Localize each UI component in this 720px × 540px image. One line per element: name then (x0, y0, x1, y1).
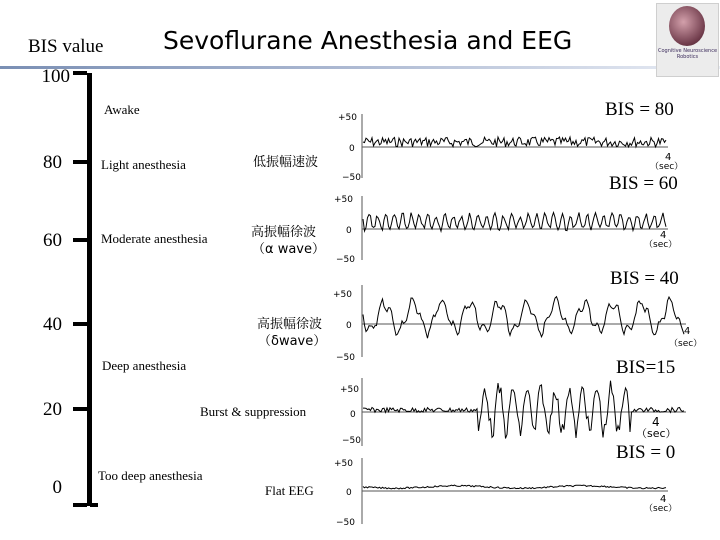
tick-label-40: 40 (43, 314, 62, 335)
amp-bottom-1: −50 (342, 173, 361, 183)
bis-label-80: BIS = 80 (605, 99, 674, 120)
eeg-trace-5 (363, 485, 666, 489)
slide-title: Sevoflurane Anesthesia and EEG (163, 26, 573, 55)
time-unit-4: （sec） (636, 427, 677, 440)
time-4-5: 4 (660, 494, 667, 505)
wave-name-4: Burst & suppression (200, 404, 307, 419)
bis-label-0: BIS = 0 (616, 442, 676, 463)
tick-mark-0 (73, 503, 87, 507)
eeg-panel-4 (330, 374, 700, 454)
eeg-trace-3 (363, 297, 684, 339)
level-too-deep: Too deep anesthesia (98, 468, 203, 483)
tick-label-0: 0 (52, 477, 62, 498)
amp-top-4: +50 (340, 385, 359, 395)
lab-logo (656, 3, 719, 77)
amp-top-2: +50 (334, 195, 353, 205)
tick-mark-80 (73, 160, 87, 164)
wave-name-2: 高振幅徐波 (251, 225, 317, 240)
tick-mark-40 (73, 322, 87, 326)
amp-zero-2: 0 (346, 226, 352, 236)
amp-zero-3: 0 (346, 321, 352, 331)
amp-zero-5: 0 (346, 488, 352, 498)
bis-label-15: BIS=15 (616, 357, 676, 378)
time-4-4: 4 (652, 415, 660, 429)
level-deep: Deep anesthesia (102, 358, 187, 373)
eeg-trace-1 (363, 137, 666, 147)
level-awake: Awake (104, 102, 140, 117)
wave-name-1: 低振幅速波 (253, 155, 319, 170)
title-divider (0, 66, 720, 69)
amp-top-3: +50 (333, 290, 352, 300)
wave-name-3: 高振幅徐波 (257, 317, 323, 332)
eeg-panel-1 (330, 108, 700, 184)
tick-mark-100 (73, 71, 87, 75)
bis-axis-title: BIS value (28, 36, 104, 57)
time-4-2: 4 (660, 230, 667, 241)
axis-foot (90, 503, 98, 507)
eeg-trace-2 (363, 213, 666, 232)
time-unit-2: （sec） (644, 240, 678, 250)
time-4-1: 4 (665, 152, 672, 163)
amp-bottom-3: −50 (336, 353, 355, 363)
amp-zero-1: 0 (349, 144, 355, 154)
amp-top-5: +50 (334, 459, 353, 469)
eeg-panel-3 (330, 283, 710, 363)
tick-label-20: 20 (43, 399, 62, 420)
tick-mark-60 (73, 238, 87, 242)
level-light: Light anesthesia (101, 157, 186, 172)
wave-name-3-sub: （δwave） (258, 334, 327, 349)
wave-name-2-sub: （α wave） (252, 242, 325, 257)
brain-head-icon (669, 6, 705, 46)
logo-text: Cognitive Neuroscience Robotics (657, 48, 718, 60)
tick-label-60: 60 (43, 230, 62, 251)
amp-bottom-4: −50 (342, 436, 361, 446)
bis-label-60: BIS = 60 (609, 173, 678, 194)
eeg-panel-2 (330, 190, 700, 266)
tick-label-100: 100 (41, 66, 70, 87)
eeg-panel-5 (330, 454, 700, 530)
time-unit-5: （sec） (644, 504, 678, 514)
amp-bottom-5: −50 (336, 518, 355, 528)
time-unit-1: （sec） (650, 162, 684, 172)
tick-mark-20 (73, 407, 87, 411)
bis-axis-line (87, 73, 92, 506)
level-moderate: Moderate anesthesia (101, 231, 208, 246)
amp-top-1: +50 (338, 113, 357, 123)
amp-zero-4: 0 (350, 410, 356, 420)
bis-label-40: BIS = 40 (610, 268, 679, 289)
time-unit-3: （sec） (669, 339, 703, 349)
wave-name-5: Flat EEG (265, 483, 314, 498)
amp-bottom-2: −50 (336, 255, 355, 265)
time-4-3: 4 (684, 326, 691, 337)
tick-label-80: 80 (43, 152, 62, 173)
